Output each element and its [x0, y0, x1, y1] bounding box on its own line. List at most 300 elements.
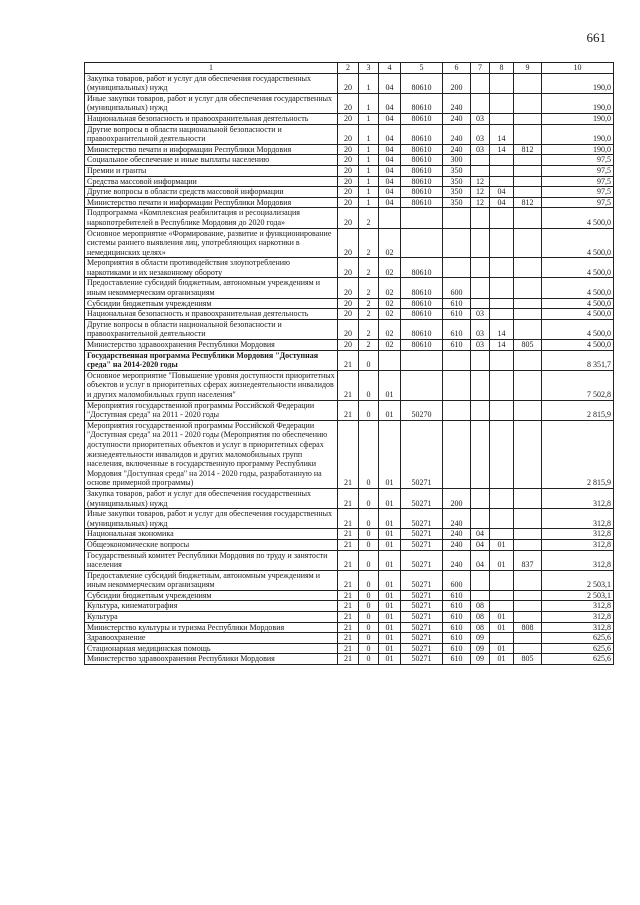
code-activity-cell: 01 [379, 590, 401, 601]
code-activity-cell: 01 [379, 643, 401, 654]
code-activity-cell: 01 [379, 601, 401, 612]
code-ministry-code-cell [514, 633, 542, 644]
code-ministry-code-cell: 812 [514, 197, 542, 208]
code-section-cell: 08 [471, 622, 490, 633]
code-expense-type-cell [443, 208, 471, 228]
code-ministry-cell: 20 [338, 113, 359, 124]
code-section-cell [471, 590, 490, 601]
code-ministry-code-cell [514, 309, 542, 320]
code-activity-cell: 02 [379, 319, 401, 339]
code-activity-cell: 01 [379, 570, 401, 590]
code-activity-cell: 02 [379, 340, 401, 351]
code-ministry-code-cell [514, 228, 542, 258]
code-ministry-cell: 20 [338, 124, 359, 144]
code-subsection-cell [490, 113, 514, 124]
table-row [85, 309, 614, 320]
code-ministry-cell: 20 [338, 73, 359, 93]
code-ministry-code-cell [514, 298, 542, 309]
header-cell: 7 [471, 63, 490, 74]
amount-cell: 97,5 [542, 187, 614, 198]
code-section-cell: 09 [471, 654, 490, 665]
row-name-cell: Министерство печати и информации Республики Мордовия [85, 197, 338, 208]
code-expense-type-cell: 350 [443, 176, 471, 187]
code-expense-type-cell: 610 [443, 309, 471, 320]
code-subsection-cell: 14 [490, 319, 514, 339]
code-ministry-code-cell: 805 [514, 654, 542, 665]
code-direction-cell: 80610 [401, 197, 443, 208]
code-ministry-code-cell [514, 420, 542, 488]
code-direction-cell: 50271 [401, 622, 443, 633]
code-ministry-cell: 21 [338, 370, 359, 400]
code-ministry-cell: 20 [338, 228, 359, 258]
amount-cell: 312,8 [542, 622, 614, 633]
code-activity-cell: 01 [379, 550, 401, 570]
amount-cell: 2 503,1 [542, 570, 614, 590]
code-subprogram-cell: 0 [359, 400, 379, 420]
code-ministry-code-cell [514, 601, 542, 612]
page-number: 661 [586, 30, 606, 45]
code-section-cell: 09 [471, 643, 490, 654]
row-name-cell: Мероприятия государственной программы Российской Федерации "Доступная среда" на 2011 - 2020 годы (Мероприятия по обеспечению доступности приоритетных объектов и услуг в приоритетных сферах жизнедеятельности инвалидов и других маломобильных групп населения, включенные в государственную программу Республики Мордовия "Доступная среда" на 2014 - 2020 годы, разработанную на основе примерной программы) [85, 420, 338, 488]
code-ministry-code-cell: 837 [514, 550, 542, 570]
code-subprogram-cell: 0 [359, 550, 379, 570]
code-ministry-cell: 21 [338, 570, 359, 590]
row-name-cell: Субсидии бюджетным учреждениям [85, 298, 338, 309]
table-row [85, 509, 614, 529]
code-direction-cell: 80610 [401, 319, 443, 339]
amount-cell: 4 500,0 [542, 319, 614, 339]
table-row [85, 124, 614, 144]
amount-cell: 97,5 [542, 165, 614, 176]
code-subprogram-cell: 0 [359, 601, 379, 612]
code-ministry-code-cell [514, 350, 542, 370]
code-direction-cell: 80610 [401, 278, 443, 298]
amount-cell: 312,8 [542, 601, 614, 612]
code-ministry-code-cell [514, 165, 542, 176]
code-subsection-cell: 14 [490, 144, 514, 155]
code-activity-cell: 01 [379, 400, 401, 420]
code-activity-cell: 01 [379, 539, 401, 550]
code-subsection-cell [490, 633, 514, 644]
code-subprogram-cell: 0 [359, 654, 379, 665]
code-expense-type-cell [443, 228, 471, 258]
code-subprogram-cell: 2 [359, 228, 379, 258]
row-name-cell: Министерство культуры и туризма Республики Мордовия [85, 622, 338, 633]
code-subsection-cell [490, 488, 514, 508]
code-section-cell [471, 258, 490, 278]
code-section-cell: 12 [471, 197, 490, 208]
code-subsection-cell [490, 309, 514, 320]
code-section-cell: 03 [471, 113, 490, 124]
header-cell: 2 [338, 63, 359, 74]
code-subsection-cell [490, 570, 514, 590]
code-direction-cell: 80610 [401, 73, 443, 93]
row-name-cell: Основное мероприятие "Повышение уровня доступности приоритетных объектов и услуг в приоритетных сферах жизнедеятельности инвалидов и других маломобильных групп населения" [85, 370, 338, 400]
code-expense-type-cell: 240 [443, 124, 471, 144]
row-name-cell: Национальная безопасность и правоохранительная деятельность [85, 309, 338, 320]
row-name-cell: Иные закупки товаров, работ и услуг для обеспечения государственных (муниципальных) нужд [85, 93, 338, 113]
amount-cell: 312,8 [542, 539, 614, 550]
code-expense-type-cell: 610 [443, 612, 471, 623]
code-ministry-cell: 20 [338, 176, 359, 187]
code-subsection-cell: 01 [490, 612, 514, 623]
code-subprogram-cell: 0 [359, 612, 379, 623]
code-expense-type-cell: 610 [443, 643, 471, 654]
code-ministry-code-cell [514, 539, 542, 550]
table-row [85, 165, 614, 176]
code-subprogram-cell: 2 [359, 319, 379, 339]
row-name-cell: Субсидии бюджетным учреждениям [85, 590, 338, 601]
row-name-cell: Премии и гранты [85, 165, 338, 176]
row-name-cell: Стационарная медицинская помощь [85, 643, 338, 654]
row-name-cell: Культура, кинематография [85, 601, 338, 612]
code-subprogram-cell: 0 [359, 420, 379, 488]
table-row [85, 340, 614, 351]
code-subprogram-cell: 1 [359, 197, 379, 208]
code-section-cell: 03 [471, 309, 490, 320]
code-subsection-cell [490, 350, 514, 370]
row-name-cell: Закупка товаров, работ и услуг для обеспечения государственных (муниципальных) нужд [85, 73, 338, 93]
code-subprogram-cell: 2 [359, 298, 379, 309]
code-expense-type-cell: 350 [443, 197, 471, 208]
table-row [85, 370, 614, 400]
code-subprogram-cell: 0 [359, 370, 379, 400]
row-name-cell: Национальная безопасность и правоохранительная деятельность [85, 113, 338, 124]
header-cell: 8 [490, 63, 514, 74]
amount-cell: 4 500,0 [542, 278, 614, 298]
code-subsection-cell: 01 [490, 654, 514, 665]
code-expense-type-cell: 240 [443, 93, 471, 113]
code-section-cell: 03 [471, 319, 490, 339]
code-expense-type-cell: 600 [443, 570, 471, 590]
code-ministry-cell: 21 [338, 488, 359, 508]
code-activity-cell: 04 [379, 93, 401, 113]
code-direction-cell: 50271 [401, 488, 443, 508]
code-ministry-code-cell: 808 [514, 622, 542, 633]
code-section-cell [471, 208, 490, 228]
code-ministry-cell: 20 [338, 319, 359, 339]
row-name-cell: Другие вопросы в области национальной безопасности и правоохранительной деятельности [85, 124, 338, 144]
header-cell: 5 [401, 63, 443, 74]
code-section-cell: 04 [471, 539, 490, 550]
code-expense-type-cell: 240 [443, 509, 471, 529]
code-ministry-code-cell [514, 187, 542, 198]
amount-cell: 4 500,0 [542, 228, 614, 258]
row-name-cell: Министерство здравоохранения Республики Мордовия [85, 654, 338, 665]
code-ministry-cell: 20 [338, 144, 359, 155]
code-activity-cell: 04 [379, 113, 401, 124]
code-ministry-cell: 20 [338, 93, 359, 113]
code-subprogram-cell: 1 [359, 124, 379, 144]
table-row [85, 176, 614, 187]
code-ministry-cell: 21 [338, 633, 359, 644]
table-row [85, 144, 614, 155]
code-direction-cell: 80610 [401, 155, 443, 166]
code-subprogram-cell: 0 [359, 488, 379, 508]
code-section-cell: 03 [471, 124, 490, 144]
code-ministry-cell: 21 [338, 400, 359, 420]
table-row [85, 529, 614, 540]
code-ministry-cell: 21 [338, 643, 359, 654]
code-section-cell: 09 [471, 633, 490, 644]
code-direction-cell [401, 370, 443, 400]
code-subsection-cell [490, 298, 514, 309]
table-row [85, 550, 614, 570]
code-section-cell [471, 298, 490, 309]
code-section-cell [471, 570, 490, 590]
code-subsection-cell: 04 [490, 187, 514, 198]
table-row [85, 113, 614, 124]
code-direction-cell: 50271 [401, 601, 443, 612]
code-direction-cell: 80610 [401, 187, 443, 198]
code-ministry-cell: 20 [338, 208, 359, 228]
table-row [85, 539, 614, 550]
row-name-cell: Здравоохранение [85, 633, 338, 644]
code-section-cell [471, 278, 490, 298]
code-section-cell: 12 [471, 176, 490, 187]
code-expense-type-cell: 240 [443, 113, 471, 124]
code-expense-type-cell: 610 [443, 622, 471, 633]
code-section-cell [471, 509, 490, 529]
table-row [85, 570, 614, 590]
row-name-cell: Другие вопросы в области средств массовой информации [85, 187, 338, 198]
code-direction-cell: 50271 [401, 643, 443, 654]
code-direction-cell: 50271 [401, 633, 443, 644]
code-direction-cell: 80610 [401, 340, 443, 351]
code-direction-cell: 50271 [401, 539, 443, 550]
code-direction-cell: 80610 [401, 144, 443, 155]
amount-cell: 312,8 [542, 509, 614, 529]
code-ministry-cell: 21 [338, 529, 359, 540]
code-direction-cell: 50271 [401, 420, 443, 488]
amount-cell: 97,5 [542, 197, 614, 208]
code-subprogram-cell: 1 [359, 113, 379, 124]
amount-cell: 97,5 [542, 176, 614, 187]
code-section-cell [471, 155, 490, 166]
table-row [85, 319, 614, 339]
row-name-cell: Другие вопросы в области национальной безопасности и правоохранительной деятельности [85, 319, 338, 339]
code-subprogram-cell: 1 [359, 144, 379, 155]
code-expense-type-cell: 610 [443, 319, 471, 339]
code-activity-cell [379, 208, 401, 228]
code-activity-cell: 04 [379, 176, 401, 187]
code-expense-type-cell: 300 [443, 155, 471, 166]
code-expense-type-cell: 350 [443, 187, 471, 198]
code-subprogram-cell: 0 [359, 350, 379, 370]
code-subsection-cell [490, 228, 514, 258]
code-activity-cell: 01 [379, 612, 401, 623]
budget-table [84, 62, 614, 665]
code-ministry-code-cell [514, 370, 542, 400]
code-subprogram-cell: 0 [359, 509, 379, 529]
code-ministry-code-cell [514, 124, 542, 144]
code-expense-type-cell: 610 [443, 340, 471, 351]
code-ministry-code-cell [514, 176, 542, 187]
code-expense-type-cell: 200 [443, 488, 471, 508]
code-subprogram-cell: 1 [359, 176, 379, 187]
code-direction-cell: 50270 [401, 400, 443, 420]
amount-cell: 4 500,0 [542, 340, 614, 351]
code-subprogram-cell: 2 [359, 340, 379, 351]
code-section-cell [471, 400, 490, 420]
code-subsection-cell [490, 73, 514, 93]
code-expense-type-cell [443, 420, 471, 488]
code-direction-cell: 80610 [401, 298, 443, 309]
code-subprogram-cell: 0 [359, 633, 379, 644]
row-name-cell: Основное мероприятие «Формирование, развитие и функционирование системы раннего выявления лиц, употребляющих наркотики в немедицинских целях» [85, 228, 338, 258]
code-activity-cell: 01 [379, 622, 401, 633]
code-subprogram-cell: 1 [359, 187, 379, 198]
table-row [85, 187, 614, 198]
code-ministry-code-cell [514, 278, 542, 298]
code-activity-cell: 02 [379, 278, 401, 298]
row-name-cell: Национальная экономика [85, 529, 338, 540]
code-ministry-cell: 20 [338, 340, 359, 351]
code-activity-cell: 01 [379, 654, 401, 665]
code-expense-type-cell: 610 [443, 590, 471, 601]
code-expense-type-cell: 240 [443, 144, 471, 155]
code-subprogram-cell: 0 [359, 643, 379, 654]
code-subsection-cell: 04 [490, 197, 514, 208]
code-ministry-code-cell: 812 [514, 144, 542, 155]
amount-cell: 312,8 [542, 612, 614, 623]
row-name-cell: Государственная программа Республики Мордовия "Доступная среда" на 2014-2020 годы [85, 350, 338, 370]
code-activity-cell: 01 [379, 509, 401, 529]
code-ministry-cell: 21 [338, 601, 359, 612]
code-section-cell [471, 420, 490, 488]
code-activity-cell: 01 [379, 529, 401, 540]
code-ministry-cell: 21 [338, 550, 359, 570]
code-subsection-cell: 14 [490, 340, 514, 351]
table-row [85, 622, 614, 633]
code-expense-type-cell: 350 [443, 165, 471, 176]
code-ministry-code-cell [514, 113, 542, 124]
code-section-cell [471, 350, 490, 370]
code-section-cell: 03 [471, 144, 490, 155]
code-subprogram-cell: 2 [359, 258, 379, 278]
code-subprogram-cell: 0 [359, 529, 379, 540]
code-expense-type-cell: 600 [443, 278, 471, 298]
code-direction-cell: 80610 [401, 176, 443, 187]
code-ministry-cell: 21 [338, 622, 359, 633]
row-name-cell: Мероприятия государственной программы Российской Федерации "Доступная среда" на 2011 - 2020 годы [85, 400, 338, 420]
amount-cell: 190,0 [542, 144, 614, 155]
code-ministry-code-cell [514, 570, 542, 590]
code-ministry-cell: 21 [338, 654, 359, 665]
code-expense-type-cell [443, 370, 471, 400]
code-ministry-cell: 20 [338, 258, 359, 278]
code-ministry-code-cell [514, 208, 542, 228]
header-cell: 3 [359, 63, 379, 74]
code-activity-cell: 04 [379, 155, 401, 166]
code-ministry-cell: 21 [338, 539, 359, 550]
code-section-cell [471, 165, 490, 176]
header-cell: 6 [443, 63, 471, 74]
code-ministry-code-cell [514, 643, 542, 654]
code-subsection-cell: 01 [490, 622, 514, 633]
table-row [85, 643, 614, 654]
code-direction-cell: 50271 [401, 590, 443, 601]
code-section-cell: 08 [471, 601, 490, 612]
code-ministry-code-cell [514, 258, 542, 278]
table-header-row [85, 63, 614, 74]
table-row [85, 612, 614, 623]
code-ministry-cell: 20 [338, 187, 359, 198]
code-direction-cell [401, 208, 443, 228]
code-direction-cell: 50271 [401, 570, 443, 590]
row-name-cell: Государственный комитет Республики Мордовия по труду и занятости населения [85, 550, 338, 570]
code-subsection-cell [490, 400, 514, 420]
code-activity-cell: 01 [379, 420, 401, 488]
code-direction-cell: 50271 [401, 509, 443, 529]
row-name-cell: Общеэкономические вопросы [85, 539, 338, 550]
code-ministry-code-cell [514, 529, 542, 540]
code-expense-type-cell: 610 [443, 601, 471, 612]
code-activity-cell: 04 [379, 124, 401, 144]
code-subprogram-cell: 0 [359, 539, 379, 550]
code-subsection-cell [490, 93, 514, 113]
code-section-cell [471, 370, 490, 400]
code-subsection-cell: 01 [490, 643, 514, 654]
table-row [85, 590, 614, 601]
table-row [85, 350, 614, 370]
code-expense-type-cell: 240 [443, 539, 471, 550]
code-ministry-code-cell [514, 509, 542, 529]
row-name-cell: Предоставление субсидий бюджетным, автономным учреждениям и иным некоммерческим организациям [85, 570, 338, 590]
code-subsection-cell [490, 509, 514, 529]
code-direction-cell: 80610 [401, 309, 443, 320]
amount-cell: 625,6 [542, 654, 614, 665]
code-subprogram-cell: 2 [359, 309, 379, 320]
code-activity-cell: 04 [379, 197, 401, 208]
code-activity-cell: 01 [379, 370, 401, 400]
amount-cell: 2 815,9 [542, 420, 614, 488]
code-subprogram-cell: 1 [359, 93, 379, 113]
amount-cell: 4 500,0 [542, 258, 614, 278]
table-row [85, 208, 614, 228]
amount-cell: 312,8 [542, 488, 614, 508]
code-expense-type-cell [443, 258, 471, 278]
code-section-cell: 12 [471, 187, 490, 198]
header-cell: 10 [542, 63, 614, 74]
code-expense-type-cell: 610 [443, 633, 471, 644]
code-activity-cell: 01 [379, 633, 401, 644]
amount-cell: 4 500,0 [542, 208, 614, 228]
row-name-cell: Мероприятия в области противодействия злоупотреблению наркотиками и их незаконному обороту [85, 258, 338, 278]
code-ministry-code-cell [514, 155, 542, 166]
table-row [85, 197, 614, 208]
code-subsection-cell: 01 [490, 539, 514, 550]
row-name-cell: Культура [85, 612, 338, 623]
table-row [85, 488, 614, 508]
code-ministry-code-cell [514, 590, 542, 601]
code-section-cell [471, 93, 490, 113]
code-ministry-code-cell [514, 612, 542, 623]
code-subsection-cell [490, 208, 514, 228]
code-ministry-code-cell [514, 73, 542, 93]
code-subsection-cell [490, 601, 514, 612]
code-activity-cell: 01 [379, 488, 401, 508]
code-ministry-cell: 21 [338, 590, 359, 601]
code-direction-cell: 80610 [401, 258, 443, 278]
code-ministry-code-cell [514, 488, 542, 508]
table-row [85, 633, 614, 644]
code-subsection-cell: 01 [490, 550, 514, 570]
code-section-cell: 04 [471, 550, 490, 570]
table-row [85, 258, 614, 278]
code-expense-type-cell: 240 [443, 529, 471, 540]
code-direction-cell [401, 350, 443, 370]
